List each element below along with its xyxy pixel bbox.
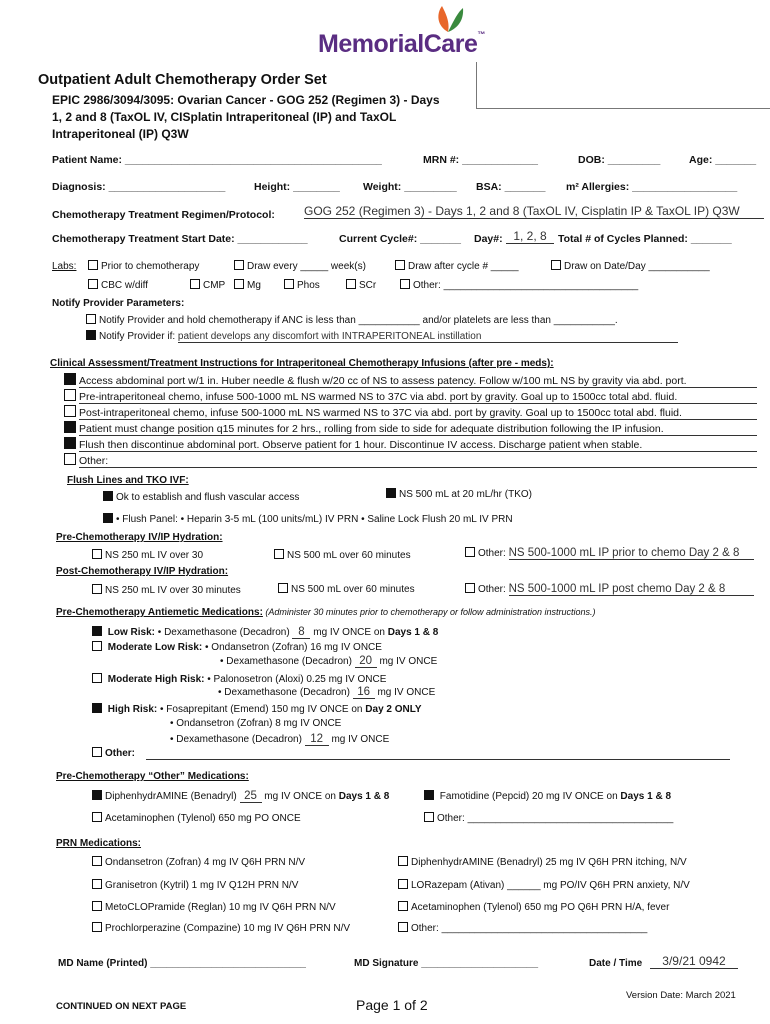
post-hydration-other[interactable]: Other: NS 500-1000 mL IP post chemo Day 2 & 8: [465, 583, 754, 596]
total-cycles-field[interactable]: Total # of Cycles Planned: _______: [558, 233, 732, 245]
weight-field[interactable]: Weight: _________: [363, 181, 457, 193]
mrn-field[interactable]: MRN #: _____________: [423, 154, 538, 166]
labs-cbc[interactable]: CBC w/diff: [88, 279, 148, 291]
checkbox-checked[interactable]: [64, 421, 76, 433]
labs-draw-after[interactable]: Draw after cycle # _____: [395, 260, 519, 272]
pre-hydration-ns250[interactable]: NS 250 mL IV over 30: [92, 549, 203, 561]
checkbox[interactable]: [92, 879, 102, 889]
regimen-value[interactable]: GOG 252 (Regimen 3) - Days 1, 2 and 8 (TaxOL IV, Cisplatin IP & TaxOL IP) Q3W: [304, 204, 764, 219]
checkbox[interactable]: [398, 922, 408, 932]
checkbox[interactable]: [346, 279, 356, 289]
other-meds-other[interactable]: Other: _____________________________________: [424, 812, 673, 824]
labs-cmp[interactable]: CMP: [190, 279, 225, 291]
prn-item[interactable]: [92, 879, 298, 891]
checkbox[interactable]: [88, 279, 98, 289]
high-risk-ondansetron: • Ondansetron (Zofran) 8 mg IV ONCE: [170, 718, 342, 729]
moderate-high-dexa: • Dexamethasone (Decadron) 16 mg IV ONCE: [218, 686, 436, 698]
prn-item-label: Prochlorperazine (Compazine) 10 mg IV Q6H PRN N/V: [105, 923, 351, 934]
acetaminophen-row[interactable]: Acetaminophen (Tylenol) 650 mg PO ONCE: [92, 812, 301, 824]
prn-item[interactable]: [398, 856, 687, 868]
labs-draw-every[interactable]: Draw every _____ week(s): [234, 260, 366, 272]
flush-panel[interactable]: • Flush Panel: • Heparin 3-5 mL (100 units/mL) IV PRN • Saline Lock Flush 20 mL IV PRN: [103, 513, 513, 525]
allergies-field[interactable]: m² Allergies: __________________: [566, 181, 738, 193]
brand-name: MemorialCare: [318, 30, 478, 58]
prn-item-label: Other: _____________________________________: [411, 923, 648, 934]
checkbox[interactable]: [234, 279, 244, 289]
pre-hydration-header: Pre-Chemotherapy IV/IP Hydration:: [56, 532, 223, 543]
prn-item-label: MetoCLOPramide (Reglan) 10 mg IV Q6H PRN N/V: [105, 902, 336, 913]
checkbox-checked[interactable]: [92, 703, 102, 713]
checkbox-checked[interactable]: [86, 330, 96, 340]
flush-ok[interactable]: Ok to establish and flush vascular access: [103, 491, 299, 503]
checkbox-checked[interactable]: [386, 488, 396, 498]
post-hydration-ns250[interactable]: NS 250 mL IV over 30 minutes: [92, 584, 241, 596]
assessment-item-text: Access abdominal port w/1 in. Huber needle & flush w/20 cc of NS to assess patency. Follow w/100 mL NS by gravity via abd. port.: [79, 375, 757, 388]
checkbox[interactable]: [465, 583, 475, 593]
bsa-field[interactable]: BSA: _______: [476, 181, 546, 193]
labs-label: Labs:: [52, 261, 77, 272]
assessment-item[interactable]: [64, 405, 757, 420]
epic-line-2: 1, 2 and 8 (TaxOL IV, CISplatin Intraperitoneal (IP) and TaxOL: [52, 110, 397, 124]
high-risk-dexa: • Dexamethasone (Decadron) 12 mg IV ONCE: [170, 733, 390, 745]
notify-header: Notify Provider Parameters:: [52, 298, 185, 309]
moderate-low-dexa: • Dexamethasone (Decadron) 20 mg IV ONCE: [220, 655, 438, 667]
checkbox-checked[interactable]: [424, 790, 434, 800]
patient-label-box: [476, 62, 770, 109]
labs-phos[interactable]: Phos: [284, 279, 320, 291]
assessment-item-text: Patient must change position q15 minutes for 2 hrs., rolling from side to side for adequate distribution following the IP infusion.: [79, 423, 757, 436]
checkbox[interactable]: [92, 549, 102, 559]
prn-item-label: Granisetron (Kytril) 1 mg IV Q12H PRN N/V: [105, 880, 299, 891]
labs-mg[interactable]: Mg: [234, 279, 261, 291]
checkbox[interactable]: [88, 260, 98, 270]
notify-anc[interactable]: Notify Provider and hold chemotherapy if ANC is less than ___________ and/or platelets are less than ___________.: [86, 314, 618, 326]
checkbox[interactable]: [92, 901, 102, 911]
epic-line-1: EPIC 2986/3094/3095: Ovarian Cancer - GOG 252 (Regimen 3) - Days: [52, 93, 440, 107]
labs-scr[interactable]: SCr: [346, 279, 376, 291]
current-cycle-field[interactable]: Current Cycle#: _______: [339, 233, 461, 245]
checkbox[interactable]: [92, 856, 102, 866]
moderate-low-row[interactable]: Moderate Low Risk: • Ondansetron (Zofran) 16 mg IV ONCE: [92, 641, 382, 653]
assessment-item[interactable]: [64, 437, 757, 452]
memorialcare-logo: [318, 4, 485, 58]
checkbox[interactable]: [284, 279, 294, 289]
labs-prior[interactable]: Prior to chemotherapy: [88, 260, 199, 272]
assessment-item-text: Flush then discontinue abdominal port. Observe patient for 1 hour. Discontinue IV access. Discharge patient when stable.: [79, 439, 757, 452]
checkbox[interactable]: [64, 453, 76, 465]
checkbox[interactable]: [92, 641, 102, 651]
checkbox[interactable]: [92, 812, 102, 822]
checkbox[interactable]: [274, 549, 284, 559]
other-meds-header: Pre-Chemotherapy “Other” Medications:: [56, 771, 249, 782]
pre-hydration-ns500[interactable]: NS 500 mL over 60 minutes: [274, 549, 411, 561]
regimen-label: Chemotherapy Treatment Regimen/Protocol:: [52, 209, 275, 221]
checkbox-checked[interactable]: [64, 437, 76, 449]
prn-item[interactable]: [92, 856, 305, 868]
prn-item-label: LORazepam (Ativan) ______ mg PO/IV Q6H PRN anxiety, N/V: [411, 880, 690, 891]
checkbox[interactable]: [398, 856, 408, 866]
md-name-field[interactable]: MD Name (Printed) ____________________________: [58, 958, 306, 969]
prn-item[interactable]: [398, 879, 690, 891]
patient-name-field[interactable]: Patient Name: ____________________________________________: [52, 154, 382, 166]
assessment-item-text: Pre-intraperitoneal chemo, infuse 500-1000 mL NS warmed NS to 37C via abd. port by gravity. Goal up to 1500cc total abd. fluid.: [79, 391, 757, 404]
version-date: Version Date: March 2021: [626, 990, 736, 1001]
date-time-label: Date / Time: [589, 958, 643, 969]
antiemetic-other[interactable]: Other:: [92, 747, 135, 759]
date-time-value[interactable]: 3/9/21 0942: [650, 954, 738, 969]
assessment-item[interactable]: [64, 373, 757, 388]
antiemetic-other-line: [146, 759, 730, 760]
checkbox[interactable]: [278, 583, 288, 593]
epic-line-3: Intraperitoneal (IP) Q3W: [52, 127, 189, 141]
md-signature-field[interactable]: MD Signature _____________________: [354, 958, 539, 969]
age-field[interactable]: Age: _______: [689, 154, 757, 166]
checkbox[interactable]: [86, 314, 96, 324]
prn-item-label: Ondansetron (Zofran) 4 mg IV Q6H PRN N/V: [105, 857, 306, 868]
pre-hydration-other[interactable]: Other: NS 500-1000 mL IP prior to chemo Day 2 & 8: [465, 547, 754, 560]
assessment-item[interactable]: [64, 389, 757, 404]
page-number: Page 1 of 2: [356, 997, 428, 1013]
labs-draw-on[interactable]: Draw on Date/Day ___________: [551, 260, 710, 272]
checkbox[interactable]: [64, 405, 76, 417]
assessment-header: Clinical Assessment/Treatment Instructions for Intraperitoneal Chemotherapy Infusions (after pre - meds):: [50, 358, 554, 369]
checkbox[interactable]: [92, 584, 102, 594]
day-value[interactable]: 1, 2, 8: [506, 229, 554, 244]
checkbox[interactable]: [398, 901, 408, 911]
assessment-item-text: Other:: [79, 455, 757, 468]
prn-item-label: DiphenhydrAMINE (Benadryl) 25 mg IV Q6H PRN itching, N/V: [411, 857, 687, 868]
prn-header: PRN Medications:: [56, 838, 142, 849]
checkbox[interactable]: [398, 879, 408, 889]
post-hydration-header: Post-Chemotherapy IV/IP Hydration:: [56, 566, 229, 577]
flush-ns[interactable]: NS 500 mL at 20 mL/hr (TKO): [386, 488, 532, 500]
high-risk-row[interactable]: High Risk: • Fosaprepitant (Emend) 150 mg IV ONCE on Day 2 ONLY: [92, 703, 422, 715]
start-date-field[interactable]: Chemotherapy Treatment Start Date: ____________: [52, 233, 308, 245]
continued-note: CONTINUED ON NEXT PAGE: [56, 1001, 187, 1012]
page-title: Outpatient Adult Chemotherapy Order Set: [38, 72, 327, 88]
low-risk-row[interactable]: Low Risk: • Dexamethasone (Decadron) 8 mg IV ONCE on Days 1 & 8: [92, 626, 438, 639]
notify-if[interactable]: Notify Provider if: patient develops any discomfort with INTRAPERITONEAL instillation: [86, 330, 678, 343]
checkbox-checked[interactable]: [64, 373, 76, 385]
flush-header: Flush Lines and TKO IVF:: [67, 475, 189, 486]
checkbox-checked[interactable]: [92, 626, 102, 636]
checkbox[interactable]: [92, 922, 102, 932]
height-field[interactable]: Height: ________: [254, 181, 340, 193]
checkbox[interactable]: [551, 260, 561, 270]
checkbox-checked[interactable]: [92, 790, 102, 800]
assessment-item-text: Post-intraperitoneal chemo, infuse 500-1000 mL NS warmed NS to 37C via abd. port by gravity. Goal up to 1500cc total abd. fluid.: [79, 407, 757, 420]
checkbox[interactable]: [92, 673, 102, 683]
assessment-item[interactable]: [64, 453, 757, 468]
trademark: ™: [477, 30, 485, 39]
checkbox[interactable]: [465, 547, 475, 557]
diphenhydramine-row[interactable]: DiphenhydrAMINE (Benadryl) 25 mg IV ONCE on Days 1 & 8: [92, 790, 389, 803]
checkbox-checked[interactable]: [103, 513, 113, 523]
prn-item-label: Acetaminophen (Tylenol) 650 mg PO Q6H PRN H/A, fever: [411, 902, 670, 913]
moderate-high-row[interactable]: Moderate High Risk: • Palonosetron (Aloxi) 0.25 mg IV ONCE: [92, 673, 386, 685]
checkbox-checked[interactable]: [103, 491, 113, 501]
famotidine-row[interactable]: Famotidine (Pepcid) 20 mg IV ONCE on Days 1 & 8: [424, 790, 671, 802]
dob-field[interactable]: DOB: _________: [578, 154, 661, 166]
post-hydration-ns500[interactable]: NS 500 mL over 60 minutes: [278, 583, 415, 595]
labs-other[interactable]: Other: ___________________________________: [400, 279, 638, 291]
prn-item[interactable]: [92, 922, 350, 934]
checkbox[interactable]: [190, 279, 200, 289]
day-label: Day#:: [474, 233, 503, 245]
checkbox[interactable]: [234, 260, 244, 270]
diagnosis-field[interactable]: Diagnosis: ____________________: [52, 181, 226, 193]
checkbox[interactable]: [395, 260, 405, 270]
antiemetic-header: Pre-Chemotherapy Antiemetic Medications: (Administer 30 minutes prior to chemotherapy or follow administration instructions.): [56, 607, 596, 618]
checkbox[interactable]: [92, 747, 102, 757]
checkbox[interactable]: [400, 279, 410, 289]
checkbox[interactable]: [64, 389, 76, 401]
prn-item[interactable]: [92, 901, 336, 913]
prn-item[interactable]: [398, 922, 647, 934]
prn-item[interactable]: [398, 901, 669, 913]
checkbox[interactable]: [424, 812, 434, 822]
assessment-item[interactable]: [64, 421, 757, 436]
